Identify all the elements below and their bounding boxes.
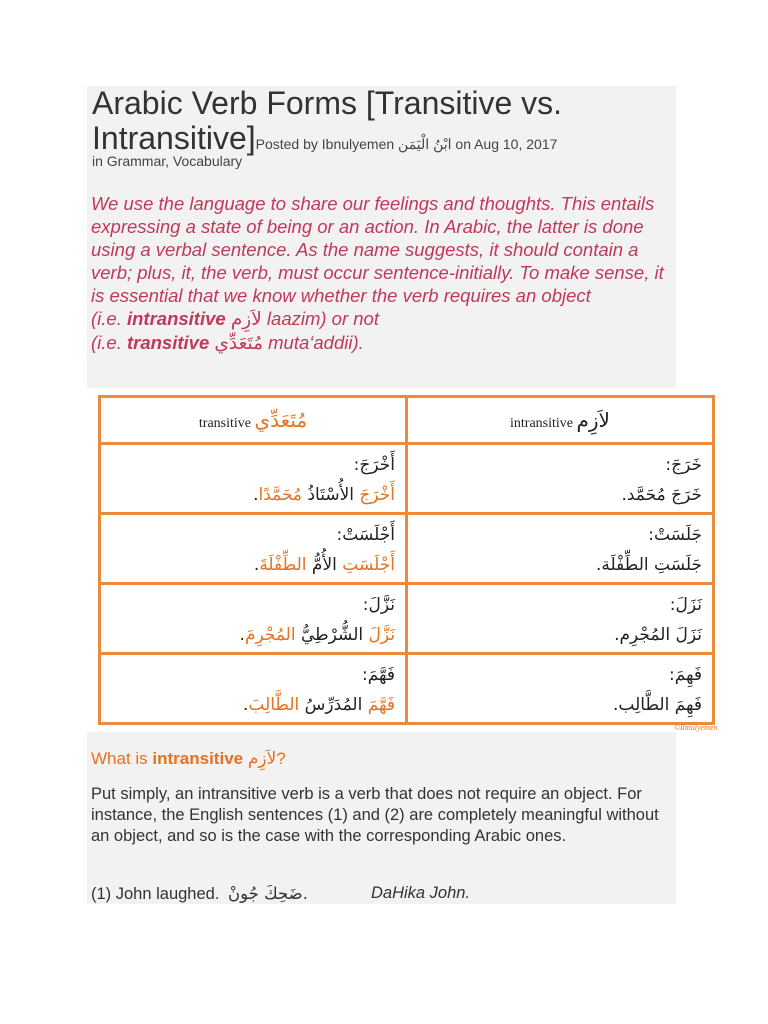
- heading-suffix: ?: [276, 749, 286, 768]
- trans-verb-highlight: فَهَّمَ: [367, 695, 395, 715]
- intro-text: We use the language to share our feelings and thoughts. This entails expressing a state of being or an action. In Arabic, the latter is done using a verbal sentence. As the name suggests, it should contain a verb; plus, it, the verb, must occur sentence-initially. To make sense, it is essential that we know whether the verb requires an object: [91, 193, 664, 306]
- trans-verb-highlight: أَخْرَجَ: [359, 485, 395, 505]
- table-header-row: [100, 397, 714, 444]
- page-title: [92, 86, 672, 162]
- trans-cell: [100, 584, 407, 654]
- example-arabic: ضَحِكَ جُونْ.: [228, 884, 308, 903]
- intr-verb: جَلَسَتْ:: [648, 525, 702, 545]
- trans-sentence: [111, 695, 395, 715]
- header-intransitive-label: intransitive: [510, 416, 574, 431]
- trans-subject: المُدَرِّسُ: [299, 695, 368, 715]
- header-transitive-arabic: مُتَعَدِّي: [254, 408, 308, 432]
- intr-cell: [407, 654, 714, 724]
- trans-verb-highlight: نَزَّلَ: [368, 625, 395, 645]
- header-transitive: [100, 397, 407, 444]
- intr-verb: فَهِمَ:: [668, 665, 702, 685]
- example-english: (1) John laughed.: [91, 885, 220, 903]
- trans-object: المُجْرِمَ: [244, 625, 296, 645]
- trans-sentence: [111, 485, 395, 505]
- trans-end: .: [242, 695, 249, 715]
- trans-verb: نَزَّلَ:: [362, 595, 395, 615]
- intro-line3-prefix: (i.e.: [91, 332, 127, 353]
- intro-term-transitive: transitive: [126, 332, 210, 353]
- trans-verb: أَخْرَجَ:: [353, 455, 395, 475]
- trans-end: .: [239, 625, 245, 645]
- trans-subject: الأُسْتَاذُ: [302, 485, 360, 505]
- intro-paragraph: [91, 192, 676, 355]
- trans-end: .: [253, 485, 259, 505]
- example-line: [91, 884, 676, 904]
- intro-arabic-laazim: لاَزِم: [230, 309, 262, 330]
- trans-verb-highlight: أَجْلَسَتِ: [342, 555, 395, 575]
- intro-line2-suffix: laazim) or not: [261, 308, 379, 329]
- trans-object: الطَّالِبَ: [248, 695, 300, 715]
- intr-cell: [407, 514, 714, 584]
- verb-table: [98, 395, 715, 725]
- heading-prefix: What is: [91, 749, 153, 768]
- trans-object: مُحَمَّدًا: [258, 485, 303, 505]
- trans-object: الطِّفْلَةَ: [259, 555, 307, 575]
- trans-sentence: [111, 625, 395, 645]
- intr-verb: نَزَلَ:: [669, 595, 702, 615]
- intr-sentence: فَهِمَ الطَّالِب.: [613, 695, 702, 715]
- table-row: [100, 584, 714, 654]
- intr-sentence: نَزَلَ المُجْرِم.: [614, 625, 702, 645]
- header-transitive-label: transitive: [198, 416, 252, 431]
- trans-verb: أَجْلَسَتْ:: [336, 525, 395, 545]
- intr-sentence: جَلَسَتِ الطِّفْلَة.: [596, 555, 702, 575]
- intr-sentence: خَرَجَ مُحَمَّد.: [621, 485, 702, 505]
- post-categories: in Grammar, Vocabulary: [92, 153, 243, 169]
- intr-cell: [407, 584, 714, 654]
- section-heading: [91, 749, 286, 769]
- header-intransitive-arabic: لاَزِم: [576, 408, 610, 432]
- trans-cell: [100, 654, 407, 724]
- intr-verb: خَرَجَ:: [665, 455, 702, 475]
- image-credit: ©Ibnulyemen: [674, 723, 718, 732]
- heading-arabic: لاَزِم: [247, 749, 277, 769]
- header-intransitive: [407, 397, 714, 444]
- trans-sentence: [111, 555, 395, 575]
- trans-verb: فَهَّمَ:: [361, 665, 395, 685]
- intro-term-intransitive: intransitive: [126, 308, 226, 329]
- title-text: Arabic Verb Forms [Transitive vs. Intransitive]: [92, 85, 563, 156]
- intro-arabic-mutaaddii: مُتَعَدِّي: [214, 333, 263, 354]
- intro-line2-prefix: (i.e.: [91, 308, 127, 329]
- trans-subject: الشُّرْطِيُّ: [295, 625, 369, 645]
- table-row: [100, 444, 714, 514]
- table-row: [100, 654, 714, 724]
- intr-cell: [407, 444, 714, 514]
- trans-end: .: [253, 555, 260, 575]
- heading-term: intransitive: [152, 749, 244, 768]
- example-transliteration: DaHika John.: [371, 884, 471, 902]
- trans-subject: الأُمُّ: [306, 555, 343, 575]
- trans-cell: [100, 514, 407, 584]
- intro-line3-suffix: muta‘addii).: [263, 332, 364, 353]
- trans-cell: [100, 444, 407, 514]
- section-paragraph: Put simply, an intransitive verb is a verb that does not require an object. For instance, the English sentences (1) and (2) are completely meaningful without an object, and so is the case with the corresponding Arabic ones.: [91, 785, 659, 845]
- table-row: [100, 514, 714, 584]
- post-meta: Posted by Ibnulyemen ابْنُ الْيَمَن on Aug 10, 2017: [255, 136, 558, 152]
